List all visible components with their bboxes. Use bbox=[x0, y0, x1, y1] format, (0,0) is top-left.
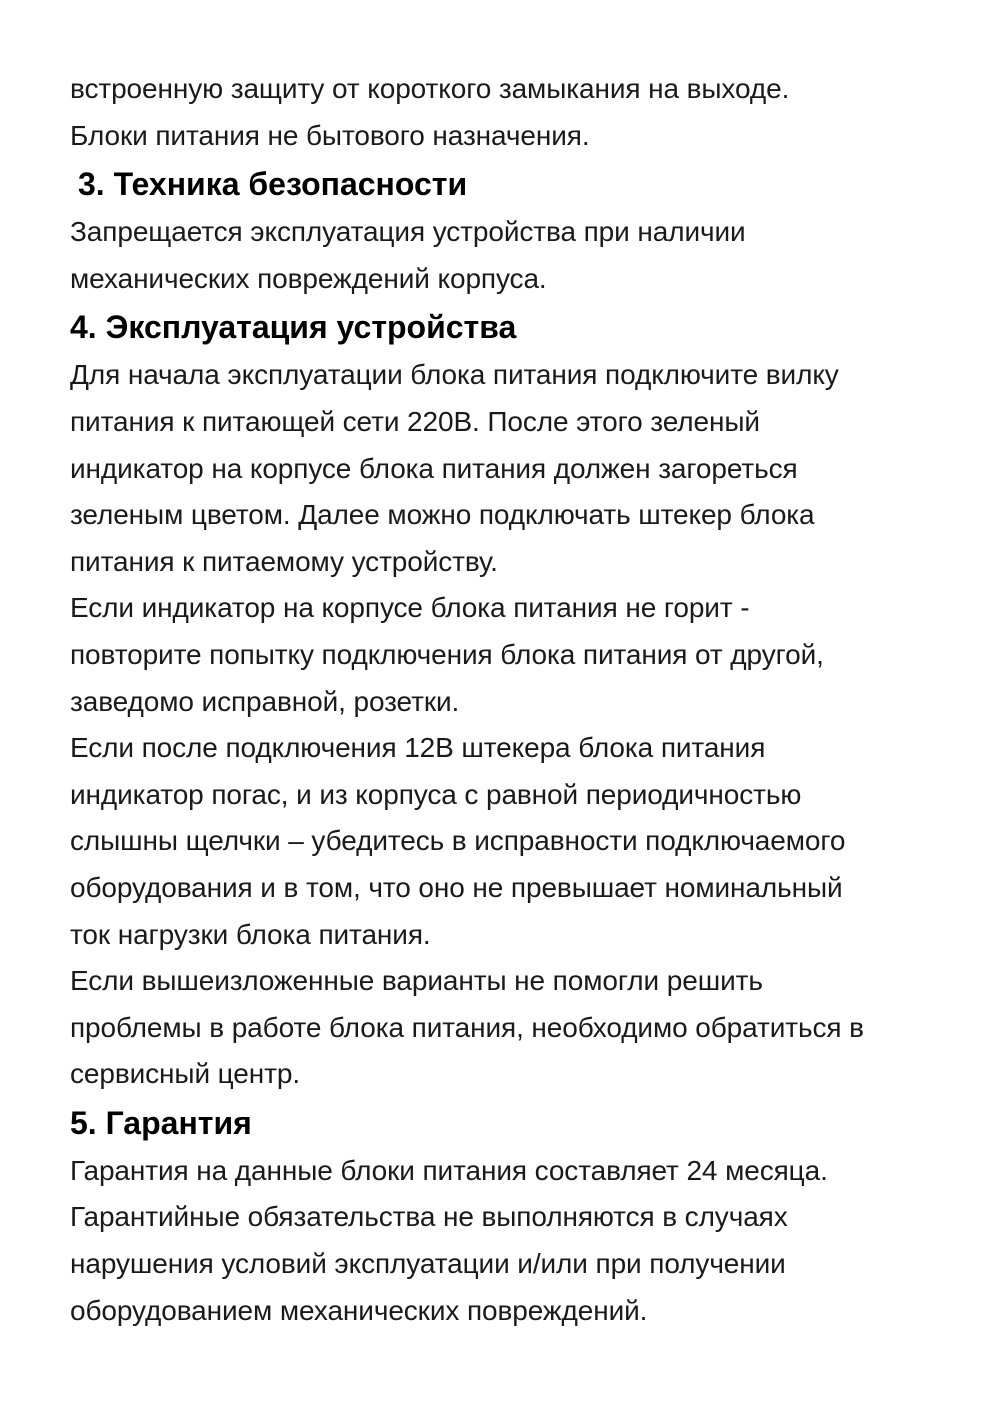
intro-block bbox=[70, 66, 960, 159]
text-line: оборудования и в том, что оно не превышает номинальный bbox=[70, 871, 843, 903]
text-line: Гарантийные обязательства не выполняются в случаях bbox=[70, 1201, 788, 1233]
text-line: встроенную защиту от короткого замыкания на выходе. bbox=[70, 73, 790, 104]
text-line: оборудованием механических повреждений. bbox=[70, 1294, 648, 1326]
text-line: индикатор на корпусе блока питания должен загореться bbox=[70, 452, 798, 484]
text-line: нарушения условий эксплуатации и/или при получении bbox=[70, 1248, 786, 1280]
text-line: питания к питаемому устройству. bbox=[70, 545, 498, 577]
text-line: Если после подключения 12В штекера блока питания bbox=[70, 732, 766, 764]
text-line: Блоки питания не бытового назначения. bbox=[70, 119, 590, 151]
section-operation bbox=[70, 302, 960, 1098]
section-heading: 4. Эксплуатация устройства bbox=[70, 309, 517, 346]
text-line: Гарантия на данные блоки питания составляет 24 месяца. bbox=[70, 1154, 828, 1186]
text-line: ток нагрузки блока питания. bbox=[70, 918, 431, 950]
text-line: механических повреждений корпуса. bbox=[70, 262, 547, 294]
text-line: сервисный центр. bbox=[70, 1058, 301, 1090]
text-line: Для начала эксплуатации блока питания подключите вилку bbox=[70, 359, 839, 391]
text-line: заведомо исправной, розетки. bbox=[70, 685, 460, 717]
text-line: слышны щелчки – убедитесь в исправности подключаемого bbox=[70, 825, 846, 857]
text-line: питания к питающей сети 220В. После этого зеленый bbox=[70, 405, 760, 437]
text-line: зеленым цветом. Далее можно подключать штекер блока bbox=[70, 499, 815, 531]
text-line: Если индикатор на корпусе блока питания не горит - bbox=[70, 592, 750, 624]
section-heading: 5. Гарантия bbox=[70, 1104, 252, 1141]
text-line: Если вышеизложенные варианты не помогли решить bbox=[70, 965, 763, 997]
text-line: индикатор погас, и из корпуса с равной периодичностью bbox=[70, 778, 802, 810]
section-heading: 3. Техника безопасности bbox=[78, 166, 468, 203]
section-warranty bbox=[70, 1098, 960, 1334]
section-safety bbox=[70, 159, 960, 302]
text-line: Запрещается эксплуатация устройства при наличии bbox=[70, 216, 746, 248]
text-line: повторите попытку подключения блока питания от другой, bbox=[70, 638, 824, 670]
document-page bbox=[70, 66, 960, 1334]
text-line: проблемы в работе блока питания, необходимо обратиться в bbox=[70, 1011, 864, 1043]
